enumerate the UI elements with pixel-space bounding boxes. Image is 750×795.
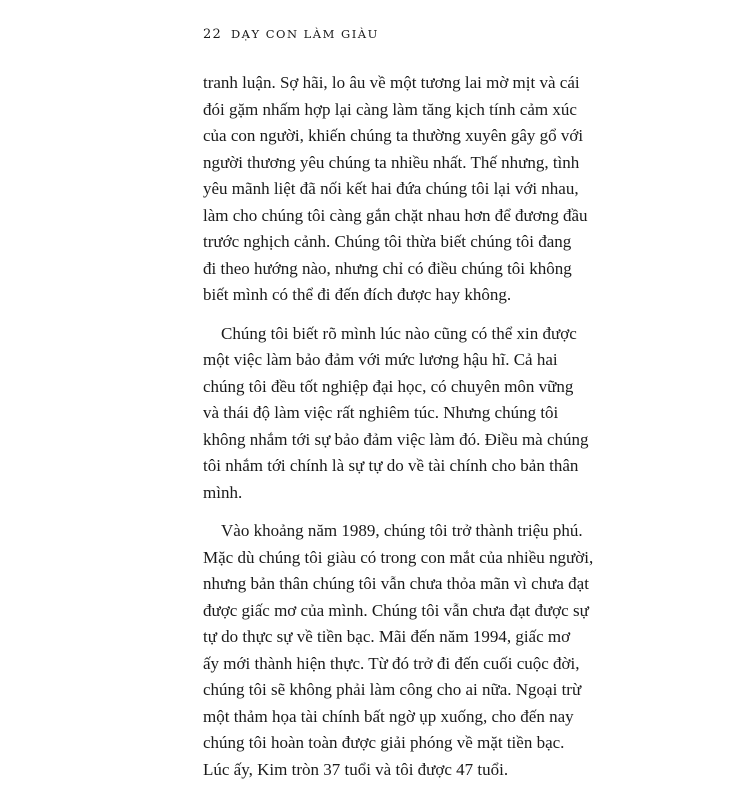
text-line: yêu mãnh liệt đã nối kết hai đứa chúng tôi lại với nhau, — [203, 179, 579, 198]
text-line: một thảm họa tài chính bất ngờ ụp xuống, cho đến nay — [203, 706, 574, 726]
text-line: của con người, khiến chúng ta thường xuyên gây gổ với — [203, 126, 584, 145]
text-line: được giấc mơ của mình. Chúng tôi vẫn chưa đạt được sự — [203, 600, 589, 620]
text-line: nhưng bản thân chúng tôi vẫn chưa thỏa mãn vì chưa đạt — [203, 574, 589, 593]
text-line: Mặc dù chúng tôi giàu có trong con mắt của nhiều người, — [203, 547, 594, 567]
text-line: tôi nhắm tới chính là sự tự do về tài chính cho bản thân — [203, 456, 579, 475]
text-line: Lúc ấy, Kim tròn 37 tuổi và tôi được 47 tuổi. — [203, 759, 509, 779]
paragraph-2 — [203, 321, 589, 507]
paragraph-1 — [203, 70, 588, 309]
book-title: DẠY CON LÀM GIÀU — [230, 27, 379, 41]
text-line: người thương yêu chúng ta nhiều nhất. Thế nhưng, tình — [203, 152, 580, 172]
text-line: biết mình có thể đi đến đích được hay không. — [203, 285, 512, 304]
text-line: chúng tôi hoàn toàn được giải phóng về mặt tiền bạc. — [203, 733, 565, 752]
page-number: 22 — [203, 27, 222, 42]
text-line: chúng tôi đều tốt nghiệp đại học, có chuyên môn vững — [203, 376, 574, 396]
body-text — [203, 70, 594, 795]
text-line: tự do thực sự về tiền bạc. Mãi đến năm 1994, giấc mơ — [203, 627, 571, 646]
paragraph-3 — [203, 518, 594, 783]
text-line: tranh luận. Sợ hãi, lo âu về một tương lai mờ mịt và cái — [203, 73, 580, 92]
text-line: mình. — [203, 482, 243, 502]
text-line: Chúng tôi biết rõ mình lúc nào cũng có thể xin được — [221, 323, 577, 343]
text-line: ấy mới thành hiện thực. Từ đó trở đi đến cuối cuộc đời, — [203, 653, 580, 673]
text-line: đi theo hướng nào, nhưng chỉ có điều chúng tôi không — [203, 258, 572, 278]
running-header — [203, 27, 379, 42]
text-line: chúng tôi sẽ không phải làm công cho ai nữa. Ngoại trừ — [203, 680, 582, 699]
text-line: đói gặm nhấm hợp lại càng làm tăng kịch tính cảm xúc — [203, 99, 577, 119]
text-line: không nhắm tới sự bảo đảm việc làm đó. Điều mà chúng — [203, 429, 589, 449]
text-line: Vào khoảng năm 1989, chúng tôi trở thành triệu phú. — [221, 521, 583, 540]
text-line: làm cho chúng tôi càng gắn chặt nhau hơn để đương đầu — [203, 205, 588, 225]
text-line: trước nghịch cảnh. Chúng tôi thừa biết chúng tôi đang — [203, 232, 572, 251]
text-line: một việc làm bảo đảm với mức lương hậu hĩ. Cả hai — [203, 350, 558, 369]
text-line: và thái độ làm việc rất nghiêm túc. Nhưng chúng tôi — [203, 403, 559, 422]
